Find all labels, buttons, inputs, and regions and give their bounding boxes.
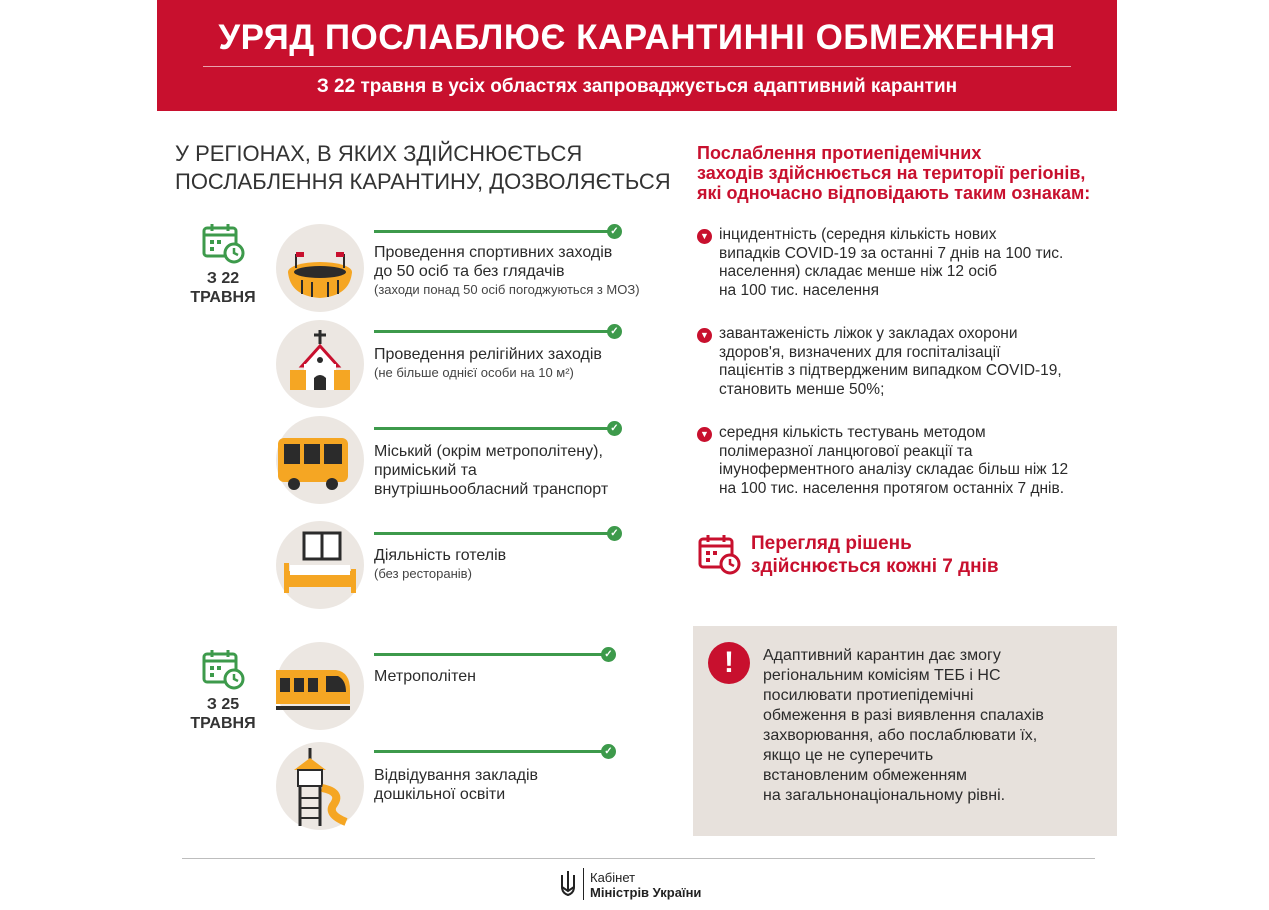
item-subtext: (не більше однієї особи на 10 м²) bbox=[374, 365, 574, 380]
review-notice bbox=[751, 532, 999, 578]
item-divider bbox=[374, 750, 608, 753]
item-icon-circle bbox=[276, 521, 364, 609]
left-heading-line2: ПОСЛАБЛЕННЯ КАРАНТИНУ, ДОЗВОЛЯЄТЬСЯ bbox=[175, 169, 671, 194]
header-divider bbox=[203, 66, 1071, 67]
hotel-bed-icon bbox=[276, 521, 364, 609]
date-line2: ТРАВНЯ bbox=[190, 715, 256, 732]
item-subtext: (заходи понад 50 осіб погоджуються з МОЗ) bbox=[374, 282, 640, 297]
note-box bbox=[693, 626, 1117, 836]
item-text-line: Відвідування закладів bbox=[374, 767, 538, 784]
chevron-down-icon: ▼ bbox=[697, 427, 712, 442]
item-icon-circle bbox=[276, 642, 364, 730]
date-line1: З 22 bbox=[206, 270, 240, 287]
footer-org-name bbox=[590, 870, 701, 900]
item-divider bbox=[374, 427, 608, 430]
page-title: УРЯД ПОСЛАБЛЮЄ КАРАНТИННІ ОБМЕЖЕННЯ bbox=[218, 18, 1056, 57]
note-line: регіональним комісіям ТЕБ і НС bbox=[763, 667, 1001, 684]
trident-emblem-icon bbox=[558, 869, 578, 899]
note-line: Адаптивний карантин дає змогу bbox=[763, 647, 1001, 664]
criterion-line: полімеразної ланцюгової реакції та bbox=[719, 442, 973, 460]
exclamation-icon: ! bbox=[708, 642, 750, 684]
item-icon-circle bbox=[276, 320, 364, 408]
check-icon: ✓ bbox=[607, 324, 622, 339]
item-divider bbox=[374, 230, 608, 233]
item-text-line: Міський (окрім метрополітену), bbox=[374, 443, 603, 460]
check-icon: ✓ bbox=[607, 224, 622, 239]
item-divider bbox=[374, 532, 608, 535]
check-icon: ✓ bbox=[607, 526, 622, 541]
item-transport bbox=[374, 442, 644, 499]
left-heading-line1: У РЕГІОНАХ, В ЯКИХ ЗДІЙСНЮЄТЬСЯ bbox=[175, 141, 583, 166]
criteria-heading-line: заходів здійснюється на території регіонів, bbox=[697, 163, 1086, 183]
note-line: посилювати протиепідемічні bbox=[763, 687, 974, 704]
bus-icon bbox=[276, 416, 364, 504]
criterion-line: інцидентність (середня кількість нових bbox=[719, 226, 997, 243]
church-icon bbox=[276, 320, 364, 408]
org-line2: Міністрів України bbox=[590, 885, 702, 900]
date-line2: ТРАВНЯ bbox=[190, 289, 256, 306]
org-line1: Кабінет bbox=[590, 870, 636, 885]
date-block-25 bbox=[183, 648, 263, 733]
criteria-heading-line: які одночасно відповідають таким ознакам: bbox=[697, 183, 1091, 203]
criterion-line: середня кількість тестувань методом bbox=[719, 424, 986, 441]
criterion-line: завантаженість ліжок у закладах охорони bbox=[719, 325, 1018, 342]
item-subtext: (без ресторанів) bbox=[374, 566, 472, 581]
criterion-line: імуноферментного аналізу складає більш ніж 12 bbox=[719, 461, 1069, 478]
date-block-22 bbox=[183, 222, 263, 307]
item-metro bbox=[374, 667, 644, 686]
criterion-line: на 100 тис. населення bbox=[719, 281, 879, 299]
item-text-line: Проведення релігійних заходів bbox=[374, 346, 602, 363]
review-line: Перегляд рішень bbox=[751, 533, 912, 554]
calendar-clock-icon bbox=[201, 648, 245, 690]
criterion-line: становить менше 50%; bbox=[719, 380, 885, 398]
logo-separator bbox=[583, 868, 584, 900]
item-icon-circle bbox=[276, 224, 364, 312]
item-text-line: Проведення спортивних заходів bbox=[374, 244, 613, 261]
check-icon: ✓ bbox=[607, 421, 622, 436]
item-preschool bbox=[374, 766, 644, 804]
chevron-down-icon: ▼ bbox=[697, 229, 712, 244]
metro-train-icon bbox=[276, 642, 364, 730]
criterion-bed-occupancy bbox=[697, 325, 1107, 399]
note-line: обмеження в разі виявлення спалахів bbox=[763, 707, 1044, 724]
playground-icon bbox=[276, 742, 364, 830]
criterion-line: випадків COVID-19 за останні 7 днів на 100 тис. bbox=[719, 244, 1064, 262]
check-icon: ✓ bbox=[601, 647, 616, 662]
criterion-line: населення) складає менше ніж 12 осіб bbox=[719, 263, 998, 280]
note-text bbox=[763, 646, 1093, 806]
item-icon-circle bbox=[276, 416, 364, 504]
item-text-line: до 50 осіб та без глядачів bbox=[374, 263, 565, 280]
item-divider bbox=[374, 330, 608, 333]
item-divider bbox=[374, 653, 608, 656]
criterion-line: здоров'я, визначених для госпіталізації bbox=[719, 343, 1001, 361]
calendar-clock-icon bbox=[697, 533, 741, 575]
note-line: встановленим обмеженням bbox=[763, 767, 968, 784]
item-text-line: Діяльність готелів bbox=[374, 547, 507, 564]
footer-divider bbox=[182, 858, 1095, 859]
item-text-line: Метрополітен bbox=[374, 668, 476, 685]
left-section-heading bbox=[175, 140, 675, 196]
item-religious-events bbox=[374, 345, 644, 382]
item-sport-events bbox=[374, 243, 644, 299]
item-hotels bbox=[374, 546, 644, 583]
criteria-heading bbox=[697, 143, 1117, 203]
note-line: на загальнонаціональному рівні. bbox=[763, 787, 1006, 804]
check-icon: ✓ bbox=[601, 744, 616, 759]
header-banner bbox=[157, 0, 1117, 111]
item-text-line: приміський та bbox=[374, 462, 477, 479]
criterion-testing bbox=[697, 424, 1107, 498]
stadium-icon bbox=[276, 224, 364, 312]
review-line: здійснюється кожні 7 днів bbox=[751, 556, 999, 577]
chevron-down-icon: ▼ bbox=[697, 328, 712, 343]
note-line: захворювання, або послаблювати їх, bbox=[763, 727, 1038, 744]
criterion-line: пацієнтів з підтвердженим випадком COVID-19, bbox=[719, 362, 1062, 379]
criteria-heading-line: Послаблення протиепідемічних bbox=[697, 143, 982, 163]
date-line1: З 25 bbox=[206, 696, 240, 713]
criterion-incidence bbox=[697, 226, 1107, 300]
calendar-clock-icon bbox=[201, 222, 245, 264]
criterion-line: на 100 тис. населення протягом останніх 7 днів. bbox=[719, 479, 1065, 497]
note-line: якщо це не суперечить bbox=[763, 747, 934, 764]
page-subtitle: З 22 травня в усіх областях запроваджується адаптивний карантин bbox=[316, 76, 958, 97]
item-text-line: внутрішньообласний транспорт bbox=[374, 481, 609, 498]
item-icon-circle bbox=[276, 742, 364, 830]
item-text-line: дошкільної освіти bbox=[374, 786, 506, 803]
